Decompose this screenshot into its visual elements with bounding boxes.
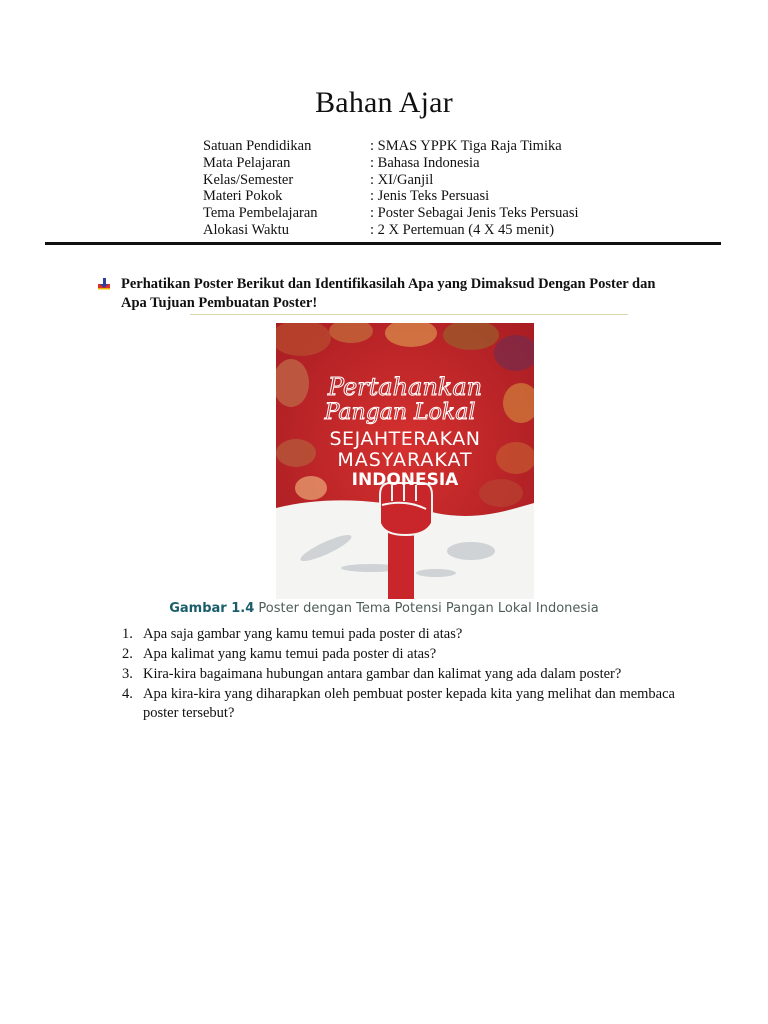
list-item [122, 685, 675, 723]
figure-caption [0, 601, 768, 616]
list-item [122, 665, 675, 684]
header-rule [45, 242, 721, 245]
poster-graphic [276, 323, 534, 599]
question-text: Apa kira-kira yang diharapkan oleh pembuat poster kepada kita yang melihat dan membaca poster tersebut? [143, 686, 675, 721]
question-number: 1. [122, 626, 133, 642]
meta-row [203, 138, 579, 155]
list-item [122, 645, 675, 664]
question-number: 2. [122, 646, 133, 662]
poster-line5: INDONESIA [351, 470, 459, 490]
question-text: Apa saja gambar yang kamu temui pada poster di atas? [143, 626, 463, 642]
meta-label: Satuan Pendidikan [203, 138, 312, 154]
meta-value: : Bahasa Indonesia [370, 154, 480, 171]
poster-line1: Pertahankan [327, 373, 483, 401]
poster-line4: MASYARAKAT [337, 449, 473, 471]
meta-row [203, 222, 579, 239]
meta-value: : Jenis Teks Persuasi [370, 188, 490, 205]
meta-value: : SMAS YPPK Tiga Raja Timika [370, 138, 562, 154]
meta-row [203, 172, 579, 189]
arrow-bullet-icon [97, 277, 111, 291]
poster-line3: SEJAHTERAKAN [329, 428, 481, 450]
question-number: 3. [122, 666, 133, 682]
meta-value: : 2 X Pertemuan (4 X 45 menit) [370, 221, 555, 238]
caption-label: Gambar 1.4 [169, 601, 255, 616]
question-text: Kira-kira bagaimana hubungan antara gambar dan kalimat yang ada dalam poster? [143, 666, 622, 682]
page-title: Bahan Ajar [315, 86, 453, 119]
meta-row [203, 188, 579, 205]
caption-text: Poster dengan Tema Potensi Pangan Lokal Indonesia [254, 601, 599, 616]
poster-image [276, 323, 534, 599]
question-number: 4. [122, 686, 133, 702]
meta-value: : Poster Sebagai Jenis Teks Persuasi [370, 205, 579, 222]
meta-row [203, 205, 579, 222]
instruction-text: Perhatikan Poster Berikut dan Identifikasilah Apa yang Dimaksud Dengan Poster dan Apa Tujuan Pembuatan Poster! [121, 276, 656, 311]
meta-label: Alokasi Waktu [203, 221, 289, 238]
divider [190, 314, 628, 315]
question-list [122, 625, 675, 724]
meta-row [203, 155, 579, 172]
meta-value: : XI/Ganjil [370, 171, 434, 188]
meta-label: Kelas/Semester [203, 171, 294, 188]
meta-label: Materi Pokok [203, 188, 283, 205]
poster-line2: Pangan Lokal [324, 400, 476, 425]
meta-label: Tema Pembelajaran [203, 205, 318, 222]
list-item [122, 625, 675, 644]
meta-label: Mata Pelajaran [203, 154, 291, 171]
question-text: Apa kalimat yang kamu temui pada poster di atas? [143, 646, 437, 662]
course-info-table [203, 138, 579, 239]
